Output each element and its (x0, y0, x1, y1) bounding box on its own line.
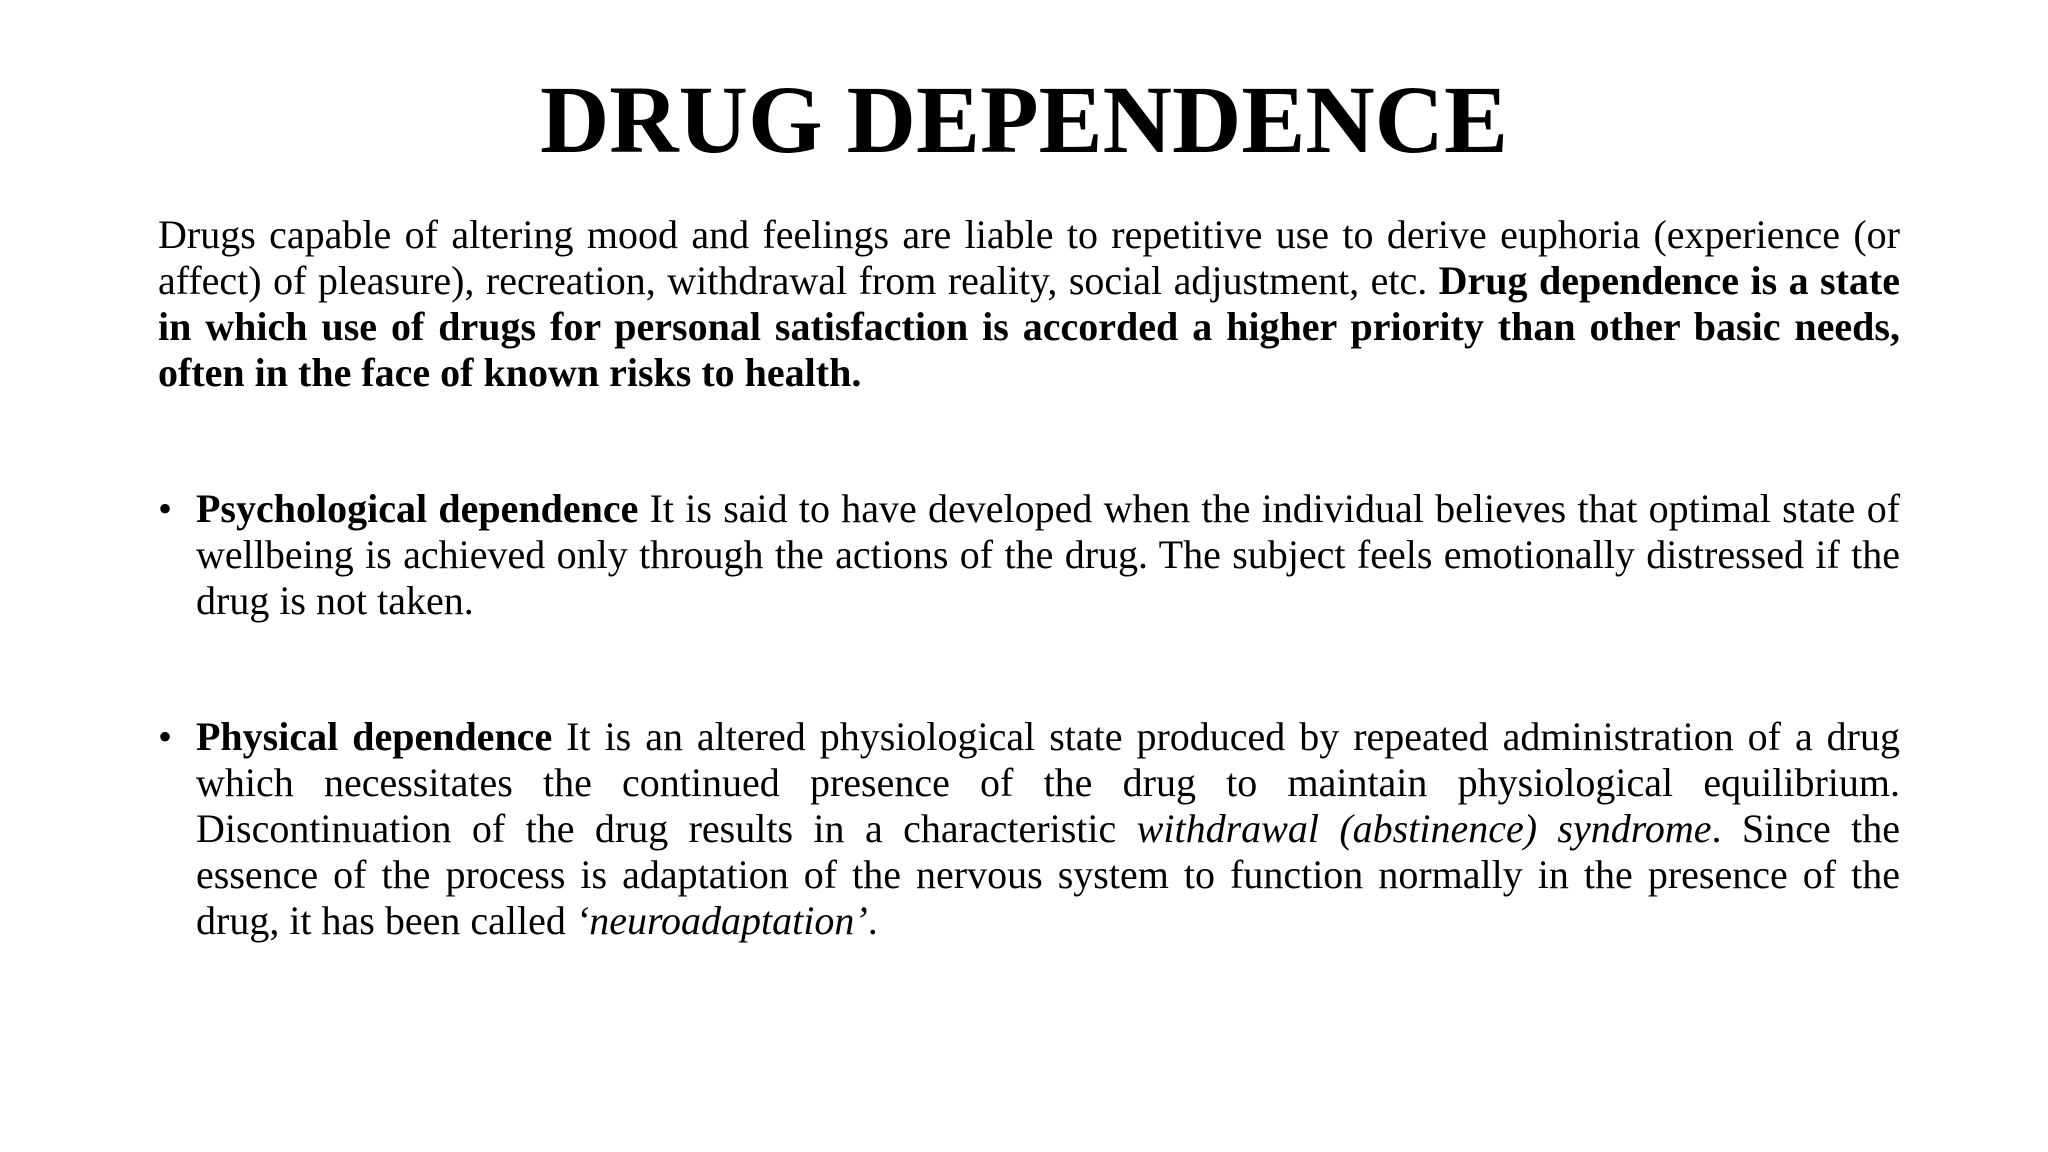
bullet-list-physical (158, 714, 1900, 944)
slide-title: DRUG DEPENDENCE (539, 66, 1509, 173)
definition-physical-part-3: . (867, 898, 878, 943)
withdrawal-syndrome-term: withdrawal (abstinence) syndrome (1136, 806, 1712, 851)
definition-physical-part-2: . Since the essence of the process is adaptation of the nervous system to function normally in the presence of the drug, it has been called (196, 806, 1900, 943)
list-item-physical-dependence (158, 714, 1900, 944)
bullet-icon: • (158, 486, 173, 531)
intro-definition-bold: Drug dependence is a state in which use of drugs for personal satisfaction is accorded a higher priority than other basic needs, often in the face of known risks to health. (158, 258, 1900, 395)
definition-psychological-dependence: It is said to have developed when the individual believes that optimal state of wellbeing is achieved only through the actions of the drug. The subject feels emotionally distressed if the drug is not taken. (196, 486, 1901, 623)
term-psychological-dependence: Psychological dependence (196, 486, 639, 531)
definition-physical-part-1: It is an altered physiological state produced by repeated administration of a drug which necessitates the continued presence of the drug to maintain physiological equilibrium. Discontinuation of the drug results in a characteristic (196, 714, 1901, 851)
intro-text: Drugs capable of altering mood and feelings are liable to repetitive use to derive euphoria (experience (or affect) of pleasure), recreation, withdrawal from reality, social adjustment, etc. (158, 212, 1900, 303)
intro-paragraph (158, 212, 1900, 396)
term-physical-dependence: Physical dependence (196, 714, 553, 759)
list-item-psychological-dependence (158, 486, 1900, 624)
bullet-list-psychological (158, 486, 1900, 624)
neuroadaptation-term: ‘neuroadaptation’ (575, 898, 868, 943)
bullet-icon: • (158, 714, 173, 759)
